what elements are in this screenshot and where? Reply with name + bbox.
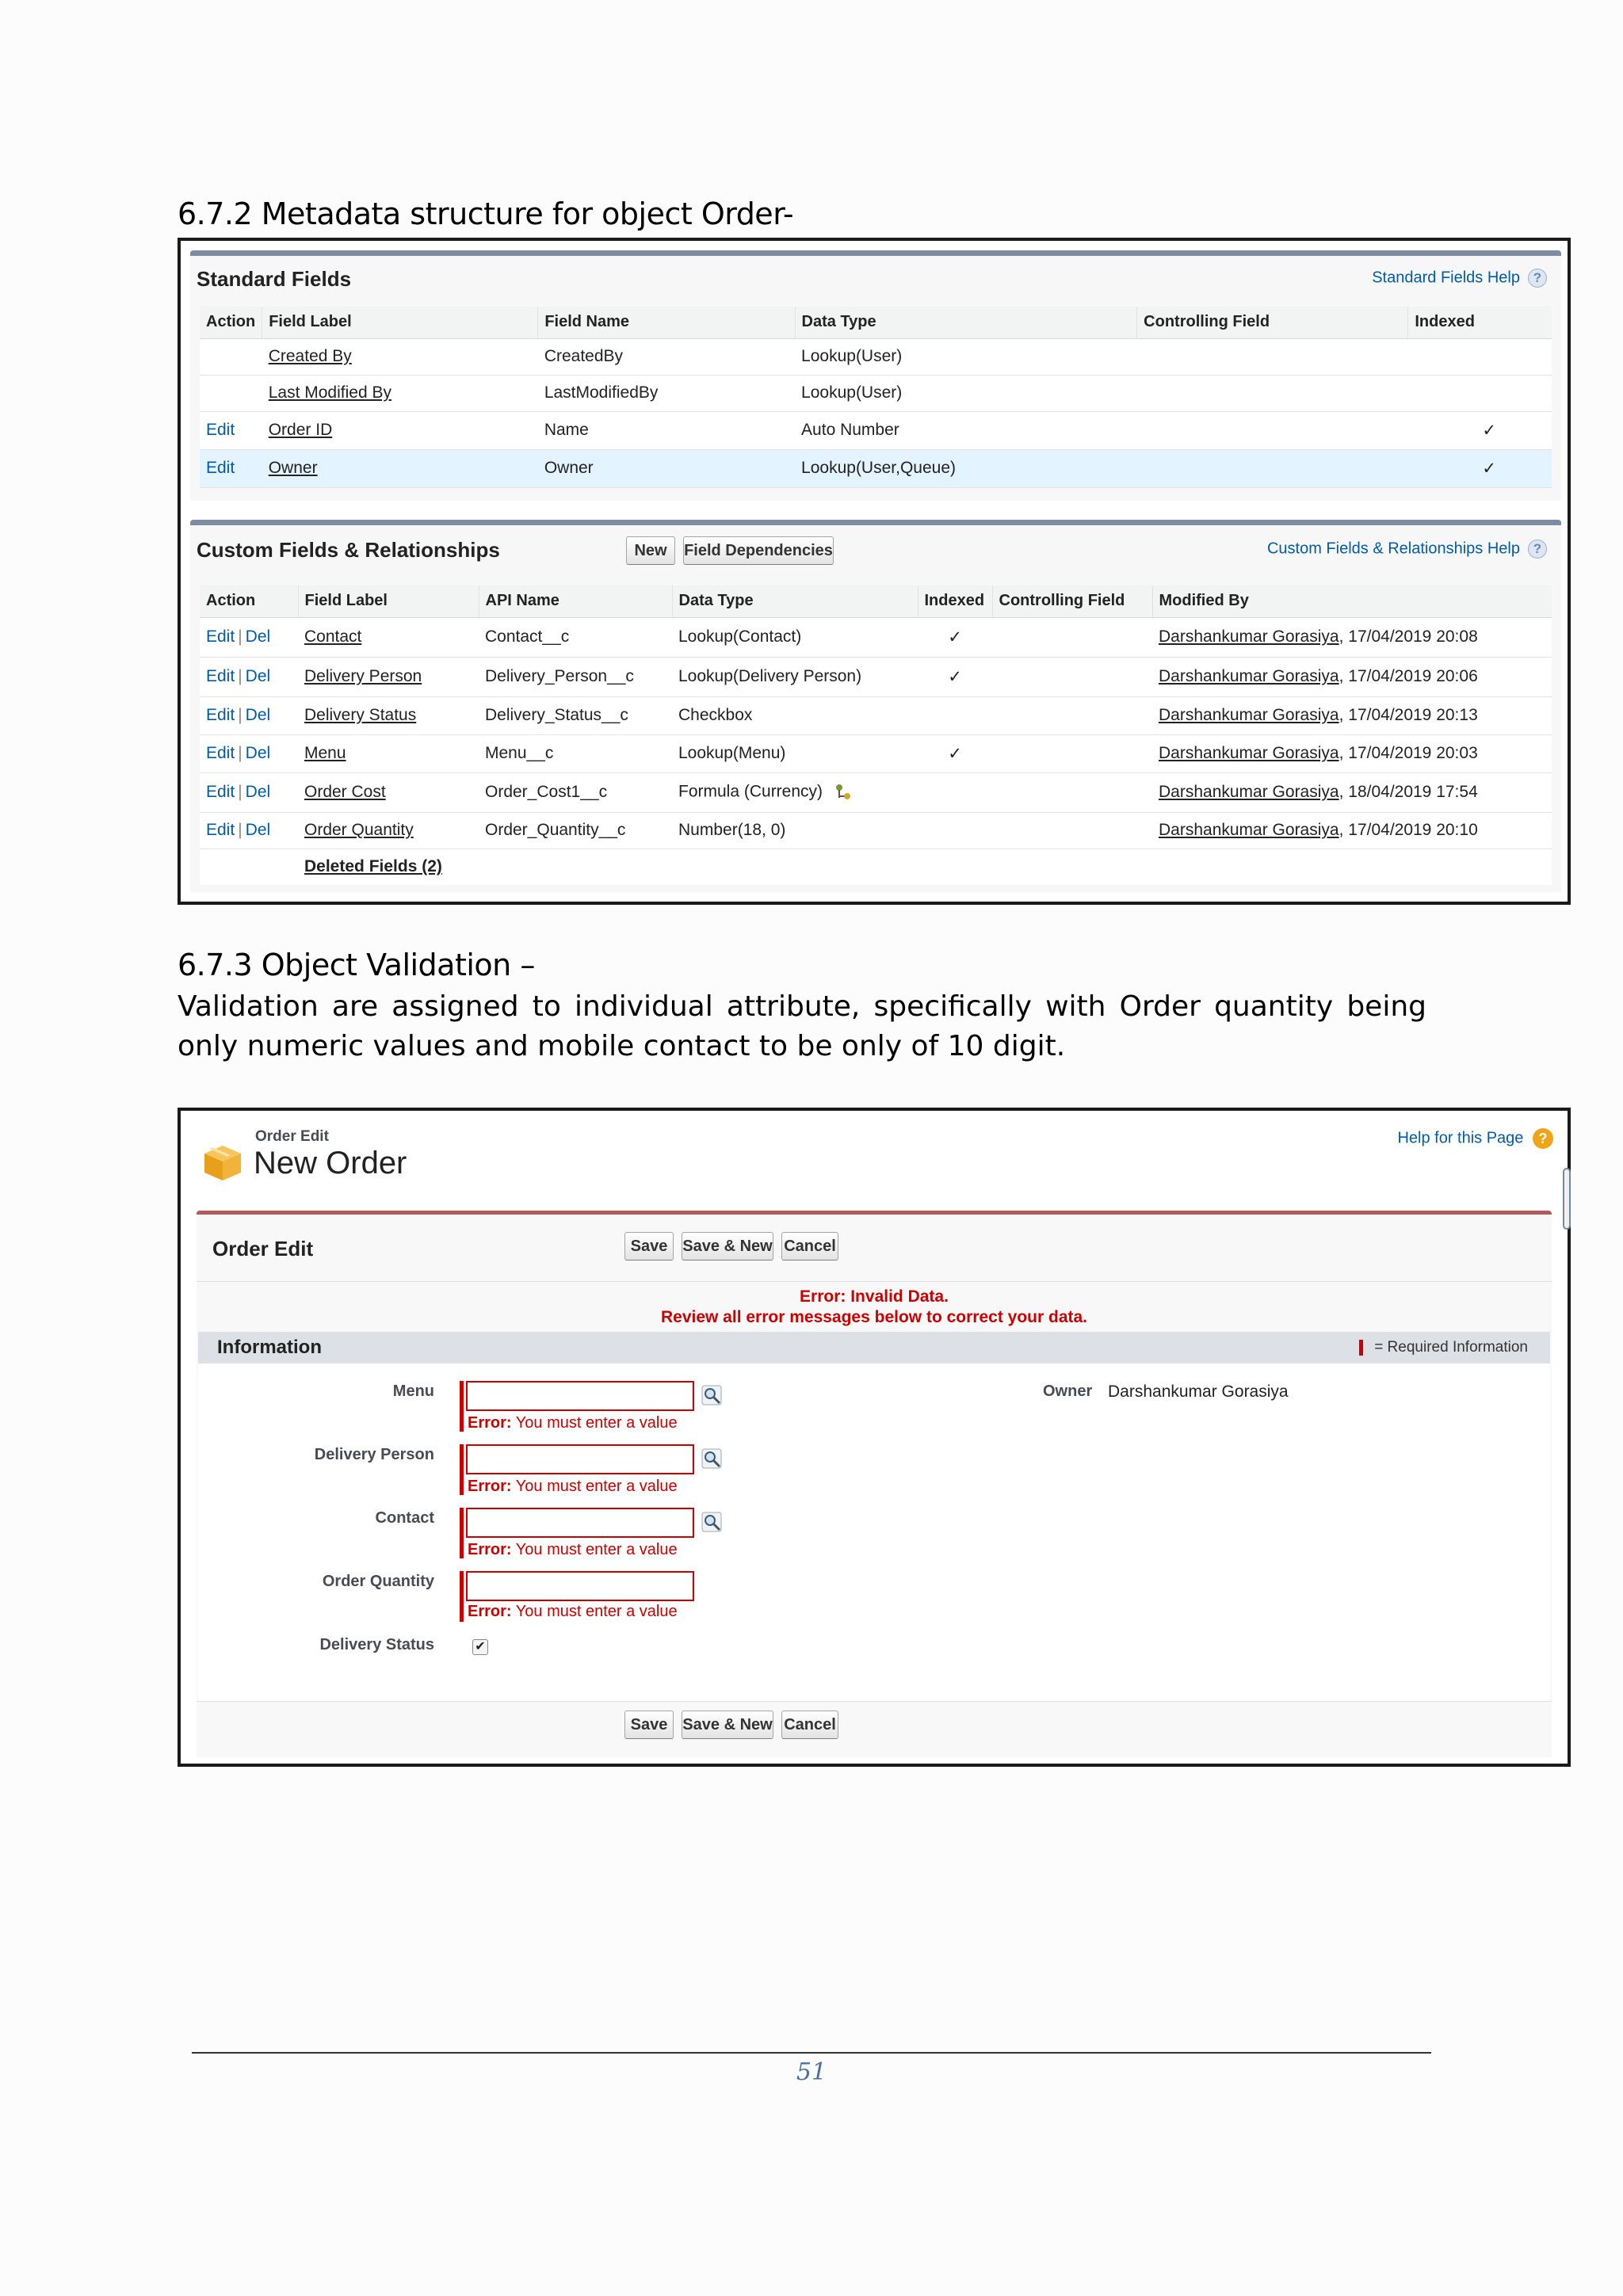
menu-input[interactable]: [466, 1381, 694, 1411]
col-field-label: Field Label: [298, 585, 479, 617]
lookup-icon[interactable]: [701, 1384, 724, 1408]
col-indexed: Indexed: [918, 585, 992, 617]
delete-link[interactable]: Del: [245, 783, 271, 801]
controlling-field: [992, 812, 1152, 849]
delete-link[interactable]: Del: [245, 706, 271, 724]
standard-fields-table: [200, 307, 1552, 488]
validation-paragraph: Validation are assigned to individual attribute, specifically with Order quantity being only numeric values and mobile contact to be only of 10 digit.: [178, 990, 1426, 1062]
col-field-label: Field Label: [262, 307, 538, 338]
order-quantity-label: Order Quantity: [322, 1573, 434, 1590]
order-edit-block: [197, 1211, 1552, 1757]
edit-link[interactable]: Edit: [206, 821, 235, 839]
table-header-row: [200, 307, 1552, 338]
indexed-check-icon: ✓: [918, 734, 992, 772]
delete-link[interactable]: Del: [245, 744, 271, 762]
order-quantity-error: [468, 1603, 678, 1621]
custom-fields-table: [200, 585, 1552, 885]
error-title: Error: Invalid Data.: [800, 1287, 949, 1306]
edit-link[interactable]: Edit: [206, 421, 235, 439]
information-title: Information: [217, 1337, 322, 1358]
delete-link[interactable]: Del: [245, 821, 271, 839]
field-name: Name: [538, 411, 795, 449]
col-action: Action: [200, 585, 298, 617]
save-button-bottom[interactable]: Save: [624, 1711, 674, 1739]
custom-fields-help-text[interactable]: Custom Fields & Relationships Help: [1266, 540, 1520, 558]
help-page-link[interactable]: [1397, 1128, 1553, 1149]
data-type: Lookup(User): [795, 375, 1137, 411]
api-name: Contact__c: [479, 617, 672, 657]
footer-rule: [192, 2052, 1431, 2054]
table-row: Edit | Del Menu Menu__c Lookup(Menu) ✓ Darshankumar Gorasiya, 17/04/2019 20:03: [200, 734, 1552, 772]
menu-label: Menu: [392, 1383, 434, 1400]
col-field-name: Field Name: [538, 307, 795, 338]
table-row: Edit | Del Order Cost Order_Cost1__c Formula (Currency) Darshankumar Gorasiya, 18/04/2019 17:54: [200, 772, 1552, 812]
data-type: Checkbox: [672, 696, 918, 734]
table-row: Edit | Del Contact Contact__c Lookup(Contact) ✓ Darshankumar Gorasiya, 17/04/2019 20:08: [200, 617, 1552, 657]
error-prefix: Error:: [468, 1541, 512, 1558]
delivery-person-input[interactable]: [466, 1444, 694, 1474]
col-data-type: Data Type: [795, 307, 1137, 338]
contact-input[interactable]: [466, 1508, 694, 1538]
error-prefix: Error:: [468, 1603, 512, 1620]
edit-link[interactable]: Edit: [206, 744, 235, 762]
indexed-check-icon: [918, 772, 992, 812]
controlling-field: [1137, 375, 1408, 411]
standard-fields-title: Standard Fields: [197, 267, 352, 291]
controlling-field: [1137, 338, 1408, 375]
delete-link[interactable]: Del: [245, 667, 271, 685]
table-row: Edit | Del Delivery Status Delivery_Status__c Checkbox Darshankumar Gorasiya, 17/04/2019 20:13: [200, 696, 1552, 734]
save-and-new-button-bottom[interactable]: Save & New: [682, 1711, 773, 1739]
modified-by-user-link[interactable]: Darshankumar Gorasiya: [1159, 706, 1339, 724]
modified-date: , 18/04/2019 17:54: [1338, 783, 1478, 801]
information-section-header: [198, 1332, 1550, 1363]
field-name: CreatedBy: [538, 338, 795, 375]
help-circle-icon[interactable]: ?: [1533, 1128, 1553, 1149]
controlling-field: [1137, 449, 1408, 487]
required-marker: [460, 1444, 464, 1495]
data-type: Lookup(User): [795, 338, 1137, 375]
table-header-row: [200, 585, 1552, 617]
field-label-link[interactable]: Order Cost: [304, 783, 386, 801]
field-label-link[interactable]: Delivery Person: [304, 667, 422, 685]
help-page-text[interactable]: Help for this Page: [1397, 1129, 1524, 1147]
table-row: [200, 411, 1552, 449]
error-message: Review all error messages below to correct your data.: [660, 1308, 1088, 1326]
data-type: Number(18, 0): [672, 812, 918, 849]
field-label-link[interactable]: Last Modified By: [268, 383, 391, 402]
table-row: [200, 449, 1552, 487]
required-marker: [460, 1508, 464, 1558]
page-number: 51: [796, 2058, 827, 2086]
api-name: Delivery_Status__c: [479, 696, 672, 734]
delete-link[interactable]: Del: [245, 627, 271, 646]
table-row: [200, 375, 1552, 411]
modified-date: , 17/04/2019 20:06: [1338, 667, 1478, 685]
field-label-link[interactable]: Owner: [268, 459, 318, 477]
owner-value: Darshankumar Gorasiya: [1108, 1383, 1289, 1401]
modified-date: , 17/04/2019 20:10: [1338, 821, 1478, 839]
indexed-check-icon: [1408, 375, 1552, 411]
api-name: Order_Quantity__c: [479, 812, 672, 849]
modified-by-user-link[interactable]: Darshankumar Gorasiya: [1159, 821, 1339, 839]
data-type: Lookup(User,Queue): [795, 449, 1137, 487]
controlling-field: [992, 734, 1152, 772]
indexed-check-icon: ✓: [918, 657, 992, 696]
standard-fields-help-text[interactable]: Standard Fields Help: [1372, 269, 1520, 287]
required-info-legend: [1359, 1339, 1528, 1356]
indexed-check-icon: ✓: [918, 617, 992, 657]
col-api-name: API Name: [479, 585, 672, 617]
api-name: Menu__c: [479, 734, 672, 772]
custom-fields-title: Custom Fields & Relationships: [197, 538, 500, 562]
required-info-text: = Required Information: [1374, 1339, 1528, 1356]
page-subtitle: Order Edit: [255, 1128, 329, 1145]
delivery-person-label: Delivery Person: [314, 1446, 434, 1463]
api-name: Delivery_Person__c: [479, 657, 672, 696]
controlling-field: [992, 696, 1152, 734]
standard-fields-section: [190, 250, 1561, 501]
row-action: [200, 338, 262, 375]
standard-fields-help-link[interactable]: [1372, 269, 1547, 288]
error-prefix: Error:: [468, 1414, 512, 1432]
controlling-field: [992, 772, 1152, 812]
custom-fields-section: [190, 520, 1561, 892]
col-modified-by: Modified By: [1152, 585, 1552, 617]
error-text: You must enter a value: [511, 1541, 678, 1558]
field-label-link[interactable]: Delivery Status: [304, 706, 417, 724]
edit-link[interactable]: Edit: [206, 706, 235, 724]
error-prefix: Error:: [468, 1478, 512, 1495]
field-name: Owner: [538, 449, 795, 487]
modified-date: , 17/04/2019 20:13: [1338, 706, 1478, 724]
modified-date: , 17/04/2019 20:08: [1338, 627, 1478, 646]
row-action: [200, 375, 262, 411]
edit-link[interactable]: Edit: [206, 783, 235, 801]
save-button[interactable]: Save: [624, 1232, 674, 1261]
api-name: Order_Cost1__c: [479, 772, 672, 812]
formula-icon: [832, 782, 853, 803]
error-text: You must enter a value: [511, 1414, 678, 1432]
field-label-link[interactable]: Created By: [268, 347, 352, 365]
edit-link[interactable]: Edit: [206, 459, 235, 477]
delivery-person-error: [468, 1478, 678, 1496]
contact-error: [468, 1541, 678, 1559]
scroll-handle[interactable]: [1563, 1168, 1571, 1230]
col-controlling-field: Controlling Field: [1137, 307, 1408, 338]
col-data-type: Data Type: [672, 585, 918, 617]
field-label-link[interactable]: Menu: [304, 744, 346, 762]
col-action: Action: [200, 307, 262, 338]
data-type: Lookup(Delivery Person): [672, 657, 918, 696]
indexed-check-icon: [918, 696, 992, 734]
new-field-button[interactable]: New: [626, 536, 675, 565]
data-type: Lookup(Contact): [672, 617, 918, 657]
cancel-button-bottom[interactable]: Cancel: [781, 1711, 838, 1739]
menu-error: [468, 1414, 678, 1432]
required-marker: [460, 1571, 464, 1622]
indexed-check-icon: ✓: [1408, 411, 1552, 449]
modified-by-user-link[interactable]: Darshankumar Gorasiya: [1159, 627, 1339, 646]
data-type: Lookup(Menu): [672, 734, 918, 772]
indexed-check-icon: ✓: [1408, 449, 1552, 487]
delivery-status-label: Delivery Status: [319, 1636, 434, 1653]
required-marker: [460, 1381, 464, 1432]
contact-label: Contact: [375, 1509, 434, 1527]
field-label-link[interactable]: Order Quantity: [304, 821, 414, 839]
order-box-icon: [201, 1141, 244, 1184]
metadata-screenshot-frame: [178, 238, 1571, 905]
modified-by-user-link[interactable]: Darshankumar Gorasiya: [1159, 783, 1339, 801]
controlling-field: [992, 617, 1152, 657]
table-row: [200, 849, 1552, 885]
indexed-check-icon: [1408, 338, 1552, 375]
delivery-status-checkbox[interactable]: ✔: [472, 1639, 488, 1655]
col-indexed: Indexed: [1408, 307, 1552, 338]
field-dependencies-button[interactable]: Field Dependencies: [683, 536, 834, 565]
custom-fields-help-link[interactable]: [1267, 540, 1547, 559]
lookup-icon[interactable]: [701, 1447, 724, 1471]
edit-link[interactable]: Edit: [206, 627, 235, 646]
lookup-icon[interactable]: [701, 1511, 724, 1535]
error-text: You must enter a value: [511, 1478, 678, 1495]
data-type: Auto Number: [795, 411, 1137, 449]
modified-date: , 17/04/2019 20:03: [1338, 744, 1478, 762]
cancel-button[interactable]: Cancel: [781, 1232, 838, 1261]
owner-label: Owner: [1043, 1383, 1093, 1400]
help-question-icon[interactable]: ?: [1528, 540, 1547, 559]
field-label-link[interactable]: Order ID: [268, 421, 333, 439]
table-row: Edit | Del Order Quantity Order_Quantity__c Number(18, 0) Darshankumar Gorasiya, 17/04/2019 20:10: [200, 812, 1552, 849]
block-title: Order Edit: [212, 1237, 314, 1261]
data-type: Formula (Currency): [678, 782, 823, 801]
modified-by-user-link[interactable]: Darshankumar Gorasiya: [1159, 744, 1339, 762]
deleted-fields-link[interactable]: Deleted Fields (2): [304, 857, 442, 876]
table-row: [200, 338, 1552, 375]
field-label-link[interactable]: Contact: [304, 627, 362, 646]
save-and-new-button[interactable]: Save & New: [682, 1232, 773, 1261]
col-controlling-field: Controlling Field: [992, 585, 1152, 617]
error-text: You must enter a value: [511, 1603, 678, 1620]
section-heading-metadata: 6.7.2 Metadata structure for object Order-: [178, 196, 794, 231]
modified-by-user-link[interactable]: Darshankumar Gorasiya: [1159, 667, 1339, 685]
help-question-icon[interactable]: ?: [1528, 269, 1547, 288]
field-name: LastModifiedBy: [538, 375, 795, 411]
controlling-field: [1137, 411, 1408, 449]
required-marker: [1359, 1340, 1363, 1356]
section-heading-validation: 6.7.3 Object Validation –: [178, 948, 535, 982]
order-quantity-input[interactable]: [466, 1571, 694, 1601]
controlling-field: [992, 657, 1152, 696]
indexed-check-icon: [918, 812, 992, 849]
table-row: Edit | Del Delivery Person Delivery_Person__c Lookup(Delivery Person) ✓ Darshankumar Gorasiya, 17/04/2019 20:06: [200, 657, 1552, 696]
page-title: New Order: [254, 1146, 407, 1180]
edit-link[interactable]: Edit: [206, 667, 235, 685]
order-edit-screenshot-frame: [178, 1108, 1571, 1767]
